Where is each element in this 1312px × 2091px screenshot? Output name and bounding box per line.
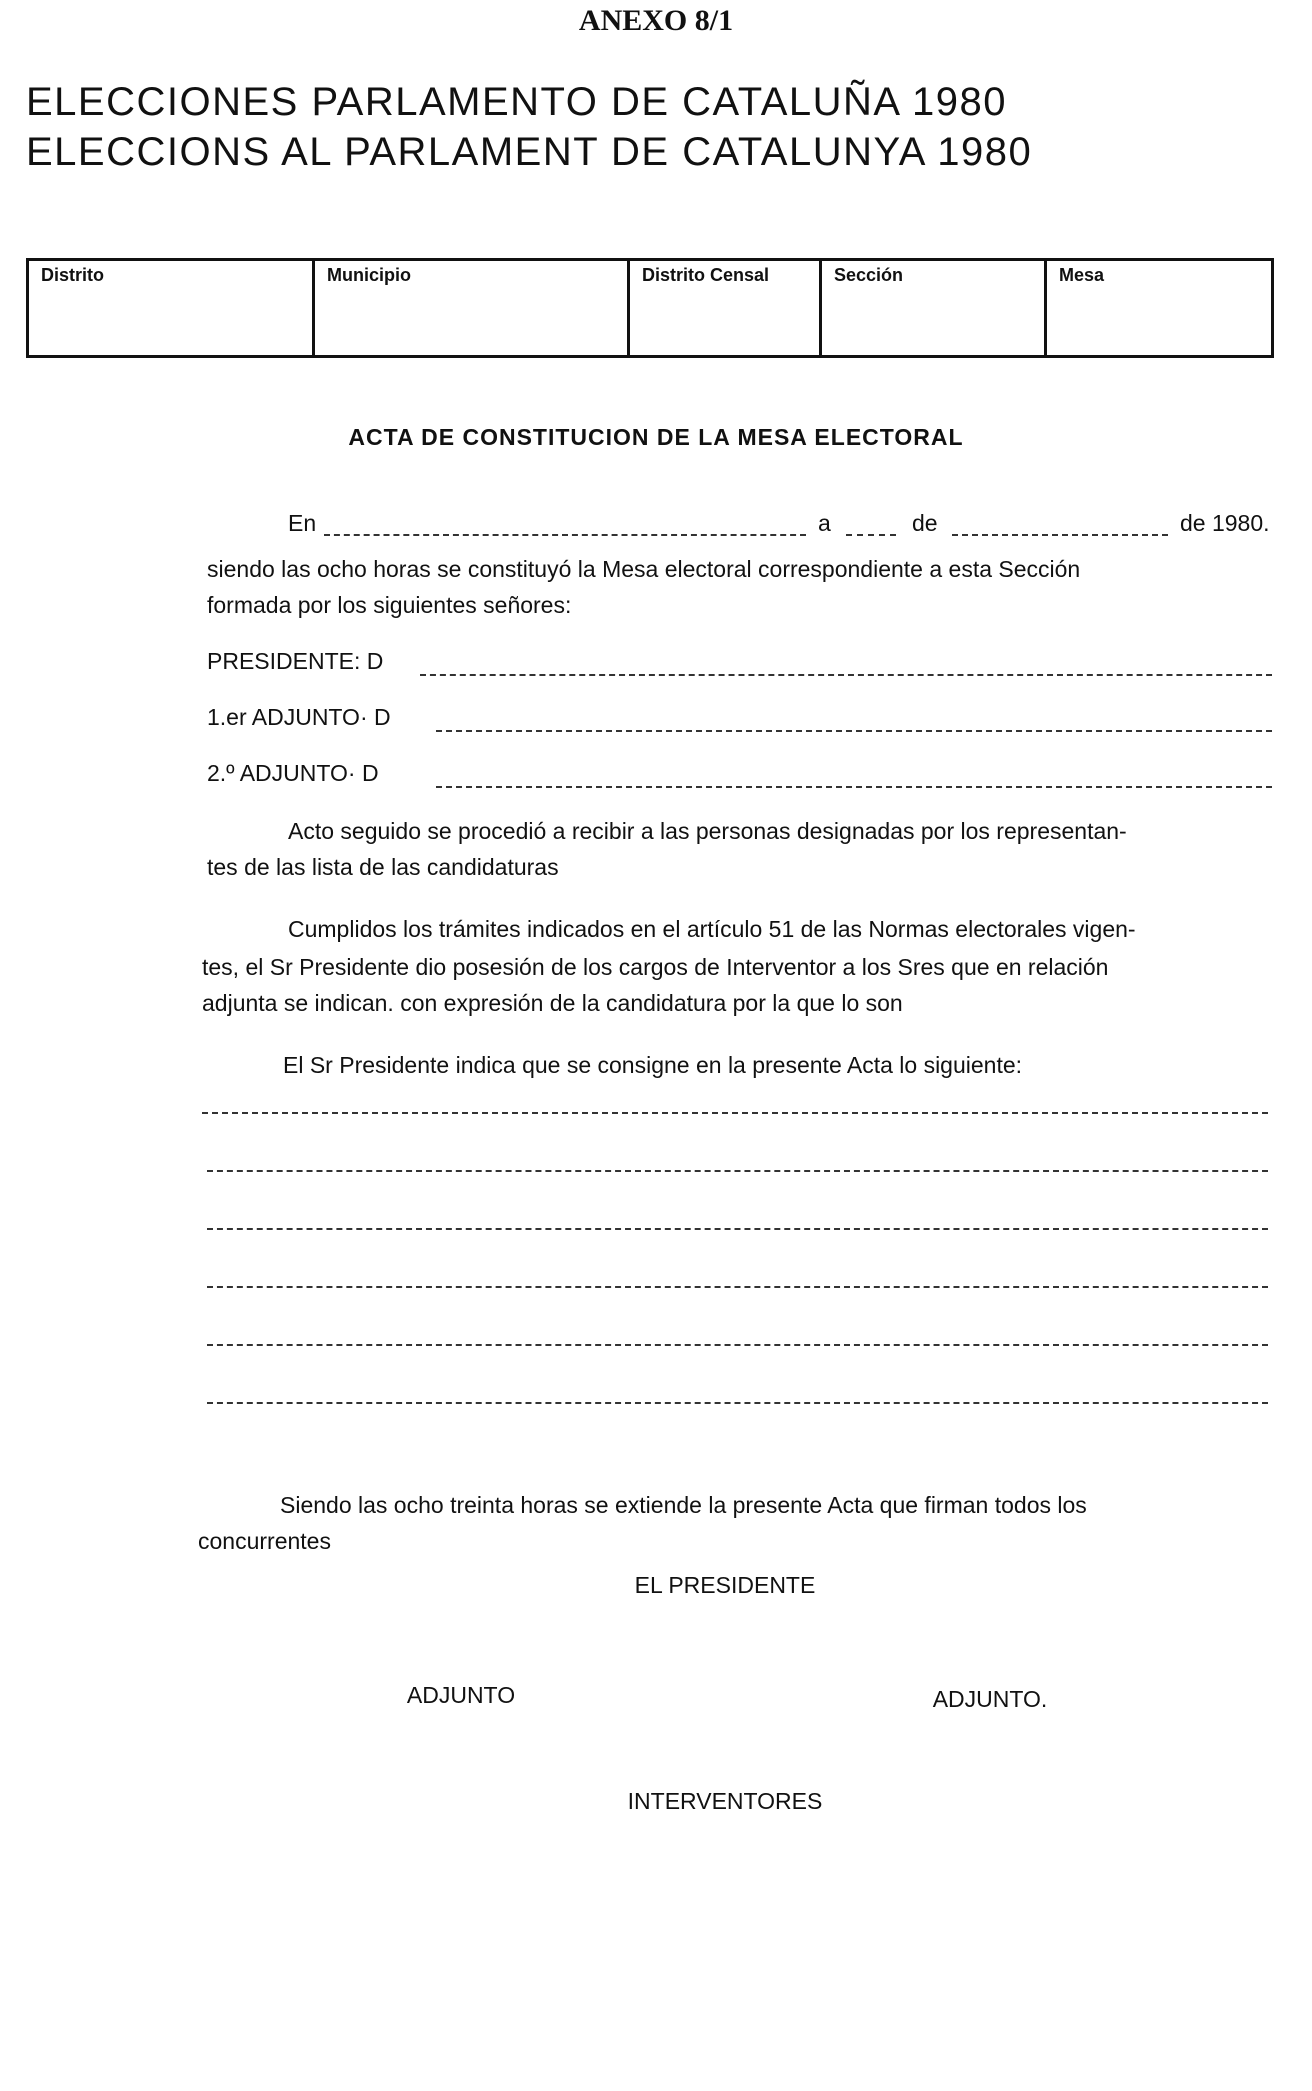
paragraph-2-line-1: Cumplidos los trámites indicados en el artículo 51 de las Normas electorales vigen- bbox=[288, 916, 1136, 942]
intro-a: a bbox=[818, 510, 831, 536]
signature-adjunto-right: ADJUNTO. bbox=[932, 1686, 1048, 1712]
paragraph-2-line-3: adjunta se indican. con expresión de la candidatura por la que lo son bbox=[202, 990, 903, 1016]
cell-mesa[interactable] bbox=[1047, 261, 1271, 355]
day-blank[interactable] bbox=[846, 534, 896, 536]
signature-presidente: EL PRESIDENTE bbox=[634, 1572, 816, 1598]
presidente-label: PRESIDENTE: D bbox=[207, 648, 384, 674]
cell-seccion[interactable] bbox=[822, 261, 1047, 355]
notes-line-5[interactable] bbox=[207, 1344, 1268, 1346]
notes-line-4[interactable] bbox=[207, 1286, 1268, 1288]
adjunto1-label: 1.er ADJUNTO· D bbox=[207, 704, 391, 730]
presidente-blank[interactable] bbox=[420, 674, 1272, 676]
intro-line-2: siendo las ocho horas se constituyó la Mesa electoral correspondiente a esta Sección bbox=[207, 556, 1081, 582]
notes-line-3[interactable] bbox=[207, 1228, 1268, 1230]
notes-line-6[interactable] bbox=[207, 1402, 1268, 1404]
cell-municipio-label: Municipio bbox=[327, 265, 411, 285]
cell-distrito[interactable] bbox=[29, 261, 315, 355]
adjunto2-blank[interactable] bbox=[436, 786, 1272, 788]
adjunto1-blank[interactable] bbox=[436, 730, 1272, 732]
cell-seccion-label: Sección bbox=[834, 265, 904, 285]
title-catalan: ELECCIONS AL PARLAMENT DE CATALUNYA 1980 bbox=[26, 130, 1033, 174]
cell-distrito-censal[interactable] bbox=[630, 261, 822, 355]
paragraph-1-line-2: tes de las lista de las candidaturas bbox=[207, 854, 559, 880]
cell-distrito-label: Distrito bbox=[41, 265, 104, 285]
notes-line-2[interactable] bbox=[207, 1170, 1268, 1172]
title-spanish: ELECCIONES PARLAMENTO DE CATALUÑA 1980 bbox=[26, 80, 1008, 124]
intro-de: de bbox=[912, 510, 938, 536]
intro-line-3: formada por los siguientes señores: bbox=[207, 592, 572, 618]
cell-mesa-label: Mesa bbox=[1059, 265, 1105, 285]
place-blank[interactable] bbox=[324, 534, 806, 536]
paragraph-1-line-1: Acto seguido se procedió a recibir a las personas designadas por los representan- bbox=[288, 818, 1127, 844]
annex-label: ANEXO 8/1 bbox=[578, 4, 734, 37]
notes-line-1[interactable] bbox=[202, 1112, 1268, 1114]
intro-year: de 1980. bbox=[1180, 510, 1270, 536]
closing-line-1: Siendo las ocho treinta horas se extiende la presente Acta que firman todos los bbox=[280, 1492, 1087, 1518]
cell-distrito-censal-label: Distrito Censal bbox=[642, 265, 770, 285]
paragraph-3: El Sr Presidente indica que se consigne en la presente Acta lo siguiente: bbox=[283, 1052, 1023, 1078]
paragraph-2-line-2: tes, el Sr Presidente dio posesión de los cargos de Interventor a los Sres que en relación bbox=[202, 954, 1109, 980]
signature-interventores: INTERVENTORES bbox=[627, 1788, 823, 1814]
location-table bbox=[26, 258, 1274, 358]
month-blank[interactable] bbox=[952, 534, 1168, 536]
intro-en: En bbox=[288, 510, 317, 536]
cell-municipio[interactable] bbox=[315, 261, 630, 355]
signature-adjunto-left: ADJUNTO bbox=[406, 1682, 516, 1708]
closing-line-2: concurrentes bbox=[198, 1528, 331, 1554]
adjunto2-label: 2.º ADJUNTO· D bbox=[207, 760, 379, 786]
document-subtitle: ACTA DE CONSTITUCION DE LA MESA ELECTORAL bbox=[348, 424, 964, 450]
